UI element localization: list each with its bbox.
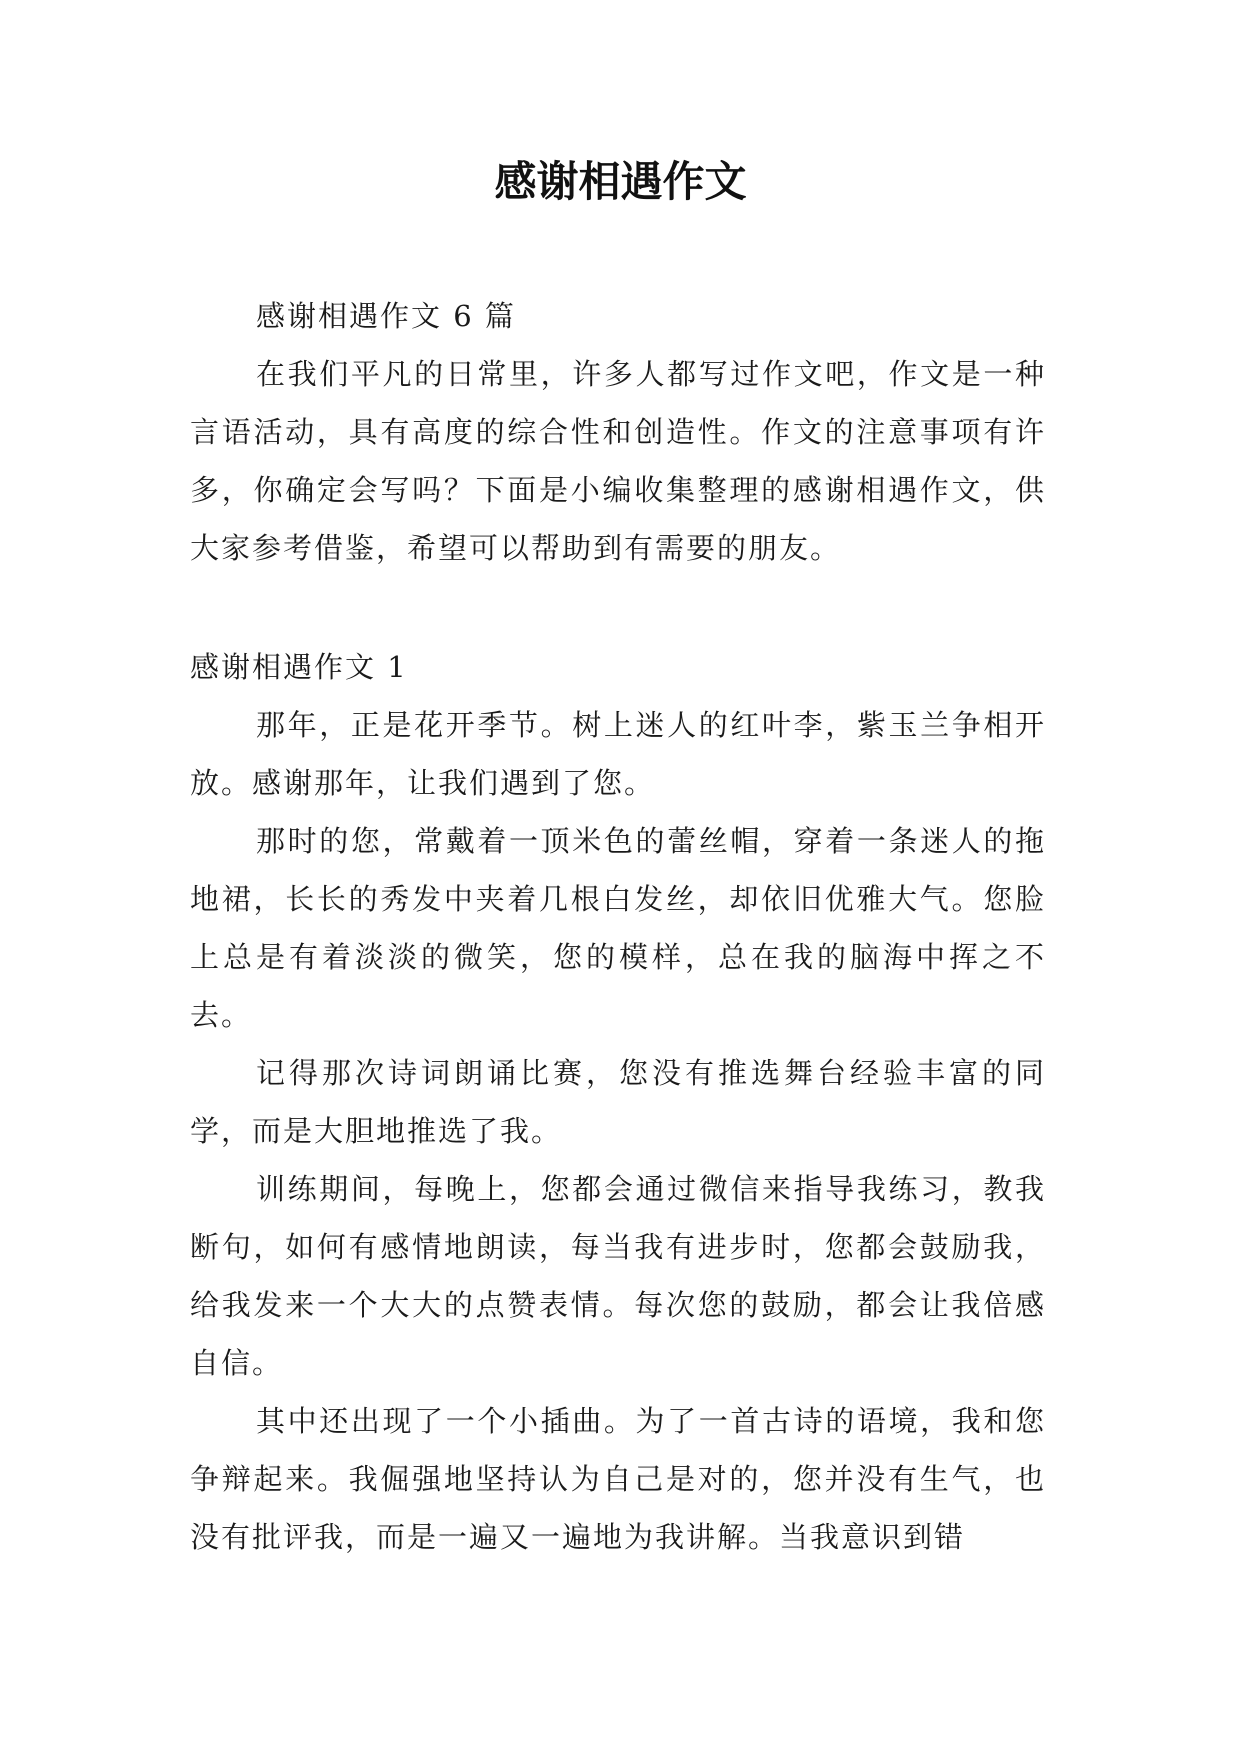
intro-block — [190, 287, 1046, 577]
paragraph: 那年，正是花开季节。树上迷人的红叶李，紫玉兰争相开放。感谢那年，让我们遇到了您。 — [190, 708, 1046, 800]
section-heading: 感谢相遇作文 1 — [190, 650, 408, 684]
paragraph: 记得那次诗词朗诵比赛，您没有推选舞台经验丰富的同学，而是大胆地推选了我。 — [190, 1056, 1046, 1148]
paragraph: 训练期间，每晚上，您都会通过微信来指导我练习，教我断句，如何有感情地朗读，每当我有进步时，您都会鼓励我，给我发来一个大大的点赞表情。每次您的鼓励，都会让我倍感自信。 — [190, 1172, 1046, 1380]
essay-block — [190, 638, 1046, 1566]
paragraph: 其中还出现了一个小插曲。为了一首古诗的语境，我和您争辩起来。我倔强地坚持认为自己是对的，您并没有生气，也没有批评我，而是一遍又一遍地为我讲解。当我意识到错 — [190, 1404, 1046, 1554]
paragraph: 那时的您，常戴着一顶米色的蕾丝帽，穿着一条迷人的拖地裙，长长的秀发中夹着几根白发丝，却依旧优雅大气。您脸上总是有着淡淡的微笑，您的模样，总在我的脑海中挥之不去。 — [190, 824, 1046, 1032]
document-title: 感谢相遇作文 — [494, 157, 747, 206]
intro-paragraph: 在我们平凡的日常里，许多人都写过作文吧，作文是一种言语活动，具有高度的综合性和创造性。作文的注意事项有许多，你确定会写吗？下面是小编收集整理的感谢相遇作文，供大家参考借鉴，希望可以帮助到有需要的朋友。 — [190, 357, 1046, 565]
subtitle: 感谢相遇作文 6 篇 — [256, 299, 516, 333]
